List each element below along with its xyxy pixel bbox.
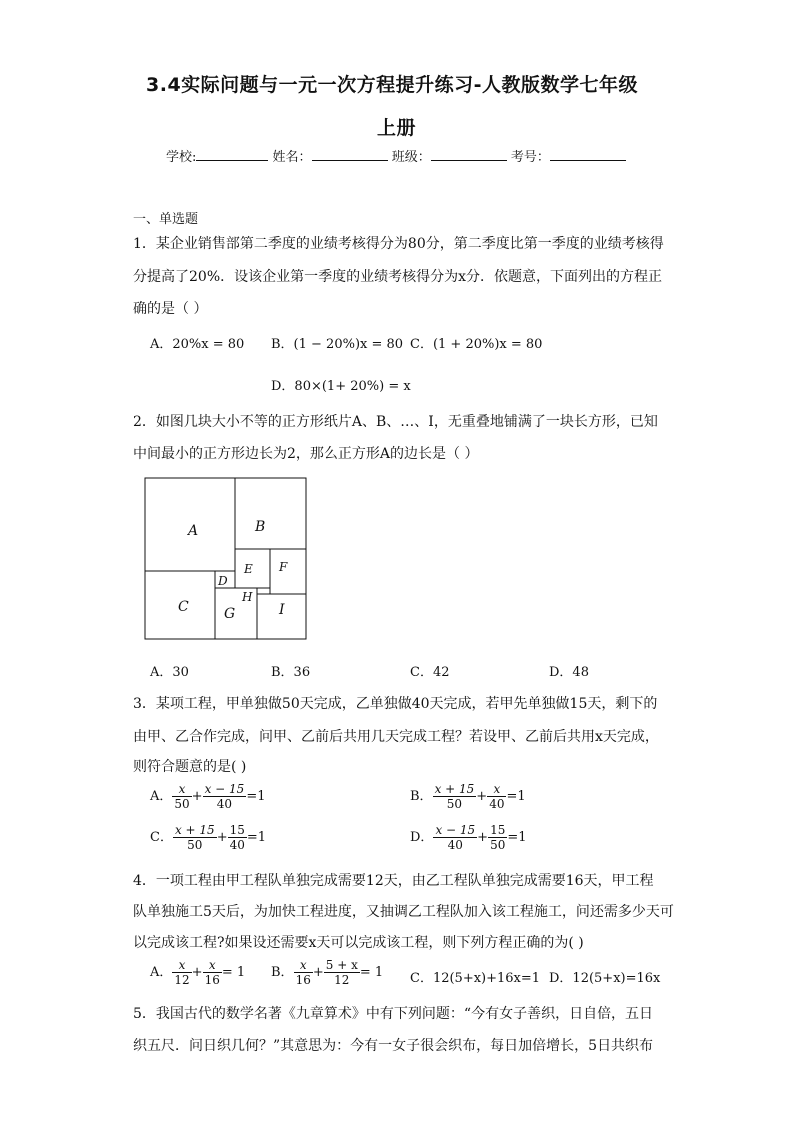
q2-option-b[interactable]: B．36: [271, 665, 311, 680]
fraction: $\frac{x - 15}{40}$: [204, 782, 245, 811]
exam-no-label: 考号：: [510, 150, 550, 165]
q1-line-1: 1．某企业销售部第二季度的业绩考核得分为80分，第二季度比第一季度的业绩考核得: [133, 236, 664, 252]
label-e: E: [244, 562, 253, 576]
fraction: $\frac{x}{40}$: [489, 782, 505, 811]
q4-option-d[interactable]: D．12(5+x)=16x: [549, 971, 661, 986]
fraction: $\frac{x}{50}$: [174, 782, 190, 811]
q3-line-3: 则符合题意的是( ): [133, 759, 247, 775]
label-a: A: [188, 523, 199, 539]
q3-option-d[interactable]: D． $\frac{x - 15}{40}$ + $\frac{15}{50}$ =1: [410, 823, 527, 852]
fraction: $\frac{x}{12}$: [174, 958, 190, 987]
class-blank[interactable]: [431, 148, 507, 161]
q4-line-3: 以完成该工程?如果设还需要x天可以完成该工程，则下列方程正确的为( ): [133, 935, 584, 951]
fraction: $\frac{x}{16}$: [204, 958, 220, 987]
q5-line-1: 5．我国古代的数学名著《九章算术》中有下列问题：“今有女子善织，日自倍，五日: [133, 1006, 654, 1022]
squares-figure: [140, 473, 312, 645]
q3-line-1: 3．某项工程，甲单独做50天完成，乙单独做40天完成，若甲先单独做15天，剩下的: [133, 696, 658, 712]
label-h: H: [242, 590, 253, 604]
student-info-row: [166, 146, 626, 165]
q3-line-2: 由甲、乙合作完成，问甲、乙前后共用几天完成工程？若设甲、乙前后共用x天完成，: [133, 729, 659, 745]
label-f: F: [279, 560, 288, 574]
q3-option-a[interactable]: A． $\frac{x}{50}$ + $\frac{x - 15}{40}$ =1: [150, 782, 266, 811]
q1-option-a[interactable]: A．20%x = 80: [150, 337, 245, 352]
q3-option-c[interactable]: C． $\frac{x + 15}{50}$ + $\frac{15}{40}$ =1: [150, 823, 267, 852]
q2-option-d[interactable]: D．48: [549, 665, 589, 680]
title-line-1: 3.4实际问题与一元一次方程提升练习-人教版数学七年级: [146, 74, 639, 96]
label-b: B: [255, 519, 266, 535]
name-blank[interactable]: [312, 148, 388, 161]
q4-line-2: 队单独施工5天后，为加快工程进度，又抽调乙工程队加入该工程施工，问还需多少天可: [133, 904, 674, 920]
fraction: $\frac{15}{50}$: [490, 823, 506, 852]
q1-option-d[interactable]: D．80×(1+ 20%) = x: [271, 379, 411, 394]
square-f: [270, 549, 306, 594]
fraction: $\frac{x + 15}{50}$: [434, 782, 475, 811]
fraction: $\frac{5 + x}{12}$: [325, 958, 358, 987]
square-h: [257, 588, 270, 594]
label-i: I: [279, 602, 285, 618]
fraction: $\frac{x - 15}{40}$: [435, 823, 476, 852]
q2-option-a[interactable]: A．30: [150, 665, 189, 680]
section-heading: 一、单选题: [133, 212, 199, 227]
q4-option-b[interactable]: B． $\frac{x}{16}$ + $\frac{5 + x}{12}$ = 1: [271, 958, 384, 987]
q3-option-b[interactable]: B． $\frac{x + 15}{50}$ + $\frac{x}{40}$ =1: [410, 782, 526, 811]
exam-no-blank[interactable]: [550, 148, 626, 161]
label-c: C: [178, 599, 189, 615]
q4-option-a[interactable]: A． $\frac{x}{12}$ + $\frac{x}{16}$ = 1: [150, 958, 246, 987]
q5-line-2: 织五尺．问日织几何？”其意思为：今有一女子很会织布，每日加倍增长，5日共织布: [133, 1038, 654, 1054]
label-g: G: [224, 606, 236, 622]
q2-line-2: 中间最小的正方形边长为2，那么正方形A的边长是（ ）: [133, 446, 479, 462]
label-d: D: [218, 574, 228, 588]
q4-option-c[interactable]: C．12(5+x)+16x=1: [410, 971, 541, 986]
fraction: $\frac{x + 15}{50}$: [174, 823, 215, 852]
q1-option-c[interactable]: C．(1 + 20%)x = 80: [410, 337, 543, 352]
q2-line-1: 2．如图几块大小不等的正方形纸片A、B、…、I，无重叠地铺满了一块长方形，已知: [133, 414, 658, 430]
class-label: 班级：: [391, 150, 431, 165]
q4-line-1: 4．一项工程由甲工程队单独完成需要12天，由乙工程队单独完成需要16天，甲工程: [133, 873, 654, 889]
q1-line-3: 确的是（ ）: [133, 301, 208, 317]
q1-option-b[interactable]: B．(1 − 20%)x = 80: [271, 337, 404, 352]
name-label: 姓名：: [272, 150, 312, 165]
school-blank[interactable]: [196, 148, 268, 161]
fraction: $\frac{x}{16}$: [295, 958, 311, 987]
title-line-2: 上册: [377, 117, 417, 139]
school-label: 学校:: [166, 150, 197, 165]
q1-line-2: 分提高了20%．设该企业第一季度的业绩考核得分为x分．依题意，下面列出的方程正: [133, 269, 663, 285]
q2-option-c[interactable]: C．42: [410, 665, 450, 680]
square-b: [235, 478, 306, 549]
fraction: $\frac{15}{40}$: [229, 823, 245, 852]
